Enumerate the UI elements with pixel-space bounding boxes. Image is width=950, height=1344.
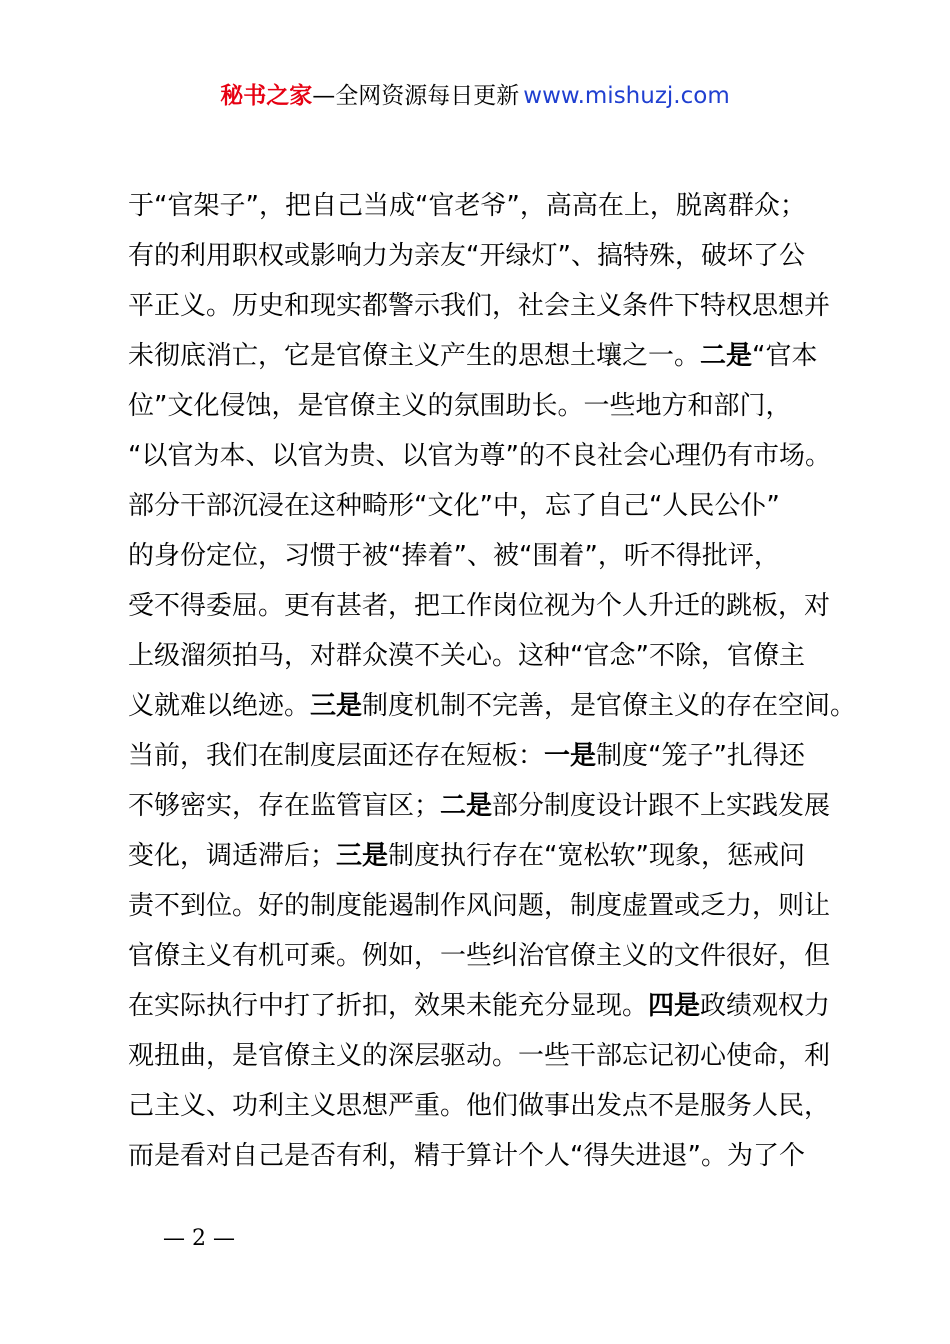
text-line xyxy=(128,881,838,931)
text-segment: 上级溜须拍马，对群众漠不关心。这种“官念”不除，官僚主 xyxy=(128,641,805,671)
text-line xyxy=(128,731,838,781)
text-line xyxy=(128,281,838,331)
text-segment: 制度“笼子”扎得还 xyxy=(596,741,805,771)
text-line xyxy=(128,981,838,1031)
text-segment: 政绩观权力 xyxy=(700,991,831,1021)
text-segment: 受不得委屈。更有甚者，把工作岗位视为个人升迁的跳板，对 xyxy=(128,591,831,621)
text-segment: 有的利用职权或影响力为亲友“开绿灯”、搞特殊，破坏了公 xyxy=(128,241,805,271)
text-line xyxy=(128,581,838,631)
site-header xyxy=(0,80,950,112)
site-url-link[interactable]: www.mishuzj.com xyxy=(523,83,730,109)
text-segment: 义就难以绝迹。 xyxy=(128,691,311,721)
brand-name: 秘书之家 xyxy=(220,83,313,109)
text-segment: 平正义。历史和现实都警示我们，社会主义条件下特权思想并 xyxy=(128,291,831,321)
text-segment: 己主义、功利主义思想严重。他们做事出发点不是服务人民， xyxy=(128,1091,831,1121)
text-line xyxy=(128,481,838,531)
text-segment: 的身份定位，习惯于被“捧着”、被“围着”，听不得批评， xyxy=(128,541,780,571)
bold-marker: 三是 xyxy=(336,841,389,871)
text-line xyxy=(128,1081,838,1131)
text-segment: “官本 xyxy=(752,341,818,371)
text-line xyxy=(128,381,838,431)
text-segment: 制度机制不完善，是官僚主义的存在空间。 xyxy=(362,691,857,721)
text-line xyxy=(128,631,838,681)
text-segment: “以官为本、以官为贵、以官为尊”的不良社会心理仍有市场。 xyxy=(128,441,831,471)
text-line xyxy=(128,431,838,481)
bold-marker: 二是 xyxy=(440,791,493,821)
bold-marker: 一是 xyxy=(544,741,597,771)
text-segment: 部分制度设计跟不上实践发展 xyxy=(492,791,831,821)
text-segment: 位”文化侵蚀，是官僚主义的氛围助长。一些地方和部门， xyxy=(128,391,792,421)
text-segment: 制度执行存在“宽松软”现象，惩戒问 xyxy=(388,841,805,871)
text-segment: 观扭曲，是官僚主义的深层驱动。一些干部忘记初心使命，利 xyxy=(128,1041,831,1071)
text-segment: 而是看对自己是否有利，精于算计个人“得失进退”。为了个 xyxy=(128,1141,805,1171)
bold-marker: 三是 xyxy=(310,691,363,721)
text-segment: 官僚主义有机可乘。例如，一些纠治官僚主义的文件很好，但 xyxy=(128,941,831,971)
bold-marker: 二是 xyxy=(700,341,753,371)
text-segment: 责不到位。好的制度能遏制作风问题，制度虚置或乏力，则让 xyxy=(128,891,831,921)
text-line xyxy=(128,531,838,581)
text-line xyxy=(128,781,838,831)
text-line xyxy=(128,931,838,981)
page-number: — 2 — xyxy=(163,1226,235,1251)
text-segment: 当前，我们在制度层面还存在短板： xyxy=(128,741,545,771)
text-line xyxy=(128,681,857,731)
text-segment: 未彻底消亡，它是官僚主义产生的思想土壤之一。 xyxy=(128,341,701,371)
text-line xyxy=(128,1031,838,1081)
text-line xyxy=(128,231,838,281)
text-line xyxy=(128,331,838,381)
text-segment: 变化，调适滞后； xyxy=(128,841,337,871)
text-segment: 于“官架子”，把自己当成“官老爷”，高高在上，脱离群众； xyxy=(128,191,806,221)
text-line xyxy=(128,1131,838,1181)
text-line xyxy=(128,181,838,231)
text-line xyxy=(128,831,838,881)
header-tagline: —全网资源每日更新 xyxy=(312,83,520,109)
document-body xyxy=(128,181,857,1181)
bold-marker: 四是 xyxy=(648,991,701,1021)
text-segment: 在实际执行中打了折扣，效果未能充分显现。 xyxy=(128,991,649,1021)
text-segment: 不够密实，存在监管盲区； xyxy=(128,791,441,821)
text-segment: 部分干部沉浸在这种畸形“文化”中，忘了自己“人民公仆” xyxy=(128,491,780,521)
